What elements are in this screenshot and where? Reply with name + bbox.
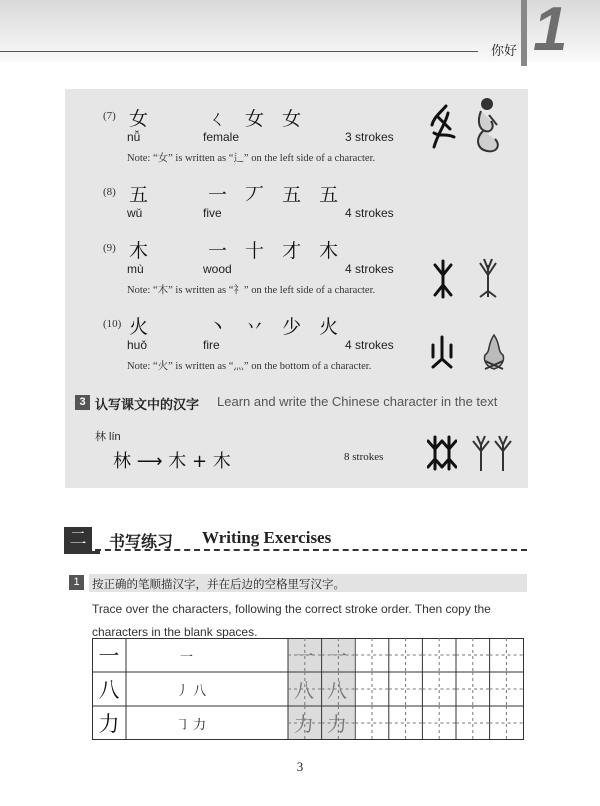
table-strokes: 丿 八 — [176, 684, 207, 699]
writing-cell[interactable] — [490, 706, 524, 740]
exercise-instruction-en: Trace over the characters, following the correct stroke order. Then copy the characters in the blank spaces. — [92, 602, 491, 639]
entry-mu — [65, 242, 528, 312]
table-character: 力 — [98, 712, 120, 736]
section-title-zh: 认写课文中的汉字 — [95, 398, 200, 413]
writing-cell[interactable] — [422, 706, 456, 740]
oracle-huo-icon — [429, 333, 455, 371]
entry-meaning: five — [203, 206, 222, 220]
entry-character: 火 — [129, 316, 149, 338]
section-2-underline — [64, 551, 100, 554]
writing-cell[interactable] — [422, 672, 456, 706]
writing-cell[interactable] — [389, 672, 423, 706]
writing-cell[interactable] — [456, 706, 490, 740]
forest-icon — [469, 433, 515, 473]
table-character: 八 — [98, 678, 120, 702]
lin-pinyin: 林 lín — [95, 431, 121, 443]
kneeling-woman-icon — [467, 95, 505, 155]
entry-pinyin: nǚ — [127, 130, 141, 144]
fire-icon — [479, 331, 509, 371]
entry-note: Note: “木” is written as “礻” on the left side of a character. — [127, 285, 376, 296]
section-3-heading — [75, 393, 525, 413]
entry-stroke-count: 4 strokes — [345, 262, 394, 276]
writing-cell[interactable] — [389, 706, 423, 740]
entry-number: (9) — [103, 242, 116, 254]
exercise-number: 1 — [69, 575, 84, 590]
table-strokes: ㇆ 力 — [176, 718, 207, 733]
entry-number: (8) — [103, 186, 116, 198]
writing-cell[interactable] — [422, 638, 456, 672]
section-2-divider — [95, 549, 527, 551]
oracle-nv-icon — [428, 103, 458, 151]
section-2-title-zh: 书写练习 — [109, 532, 174, 551]
header-bar — [521, 0, 527, 66]
trace-character[interactable]: 力 — [327, 712, 347, 736]
section-2-number: 二 — [64, 527, 92, 551]
entry-meaning: wood — [203, 262, 232, 276]
writing-cell[interactable] — [389, 638, 423, 672]
entry-meaning: female — [203, 130, 240, 144]
stroke-order: 丶 丷 少 火 — [208, 316, 345, 338]
entry-character: 五 — [129, 184, 149, 206]
stroke-order: 一 十 才 木 — [208, 240, 345, 262]
character-box — [65, 89, 528, 488]
trace-character[interactable]: 一 — [327, 644, 347, 668]
page-number: 3 — [296, 759, 304, 774]
entry-character: 女 — [129, 108, 149, 130]
entry-huo — [65, 318, 528, 388]
chapter-number: 1 — [533, 0, 568, 64]
lin-stroke-count: 8 strokes — [344, 451, 384, 463]
tree-icon — [475, 255, 501, 299]
entry-note: Note: “火” is written as “灬” on the bottom of a character. — [127, 361, 372, 372]
writing-cell[interactable] — [355, 638, 389, 672]
entry-character: 木 — [129, 240, 149, 262]
entry-meaning: fire — [203, 338, 220, 352]
table-strokes: 一 — [180, 650, 194, 665]
entry-nv — [65, 110, 528, 180]
entry-stroke-count: 4 strokes — [345, 206, 394, 220]
stroke-order: ㄑ 女 女 — [208, 108, 308, 130]
trace-character[interactable]: 一 — [294, 644, 314, 668]
lin-decomposition: 林 ⟶ 木 + 木 — [113, 451, 231, 472]
oracle-mu-icon — [433, 259, 453, 299]
section-number: 3 — [75, 395, 90, 410]
table-character: 一 — [98, 644, 120, 668]
trace-character[interactable]: 八 — [327, 678, 347, 702]
header-title: 你好 — [491, 44, 518, 59]
header-rule — [0, 51, 478, 52]
entry-pinyin: wǔ — [127, 206, 143, 220]
entry-note: Note: “女” is written as “⻍” on the left side of a character. — [127, 153, 376, 164]
entry-number: (7) — [103, 110, 116, 122]
writing-cell[interactable] — [456, 638, 490, 672]
writing-cell[interactable] — [490, 672, 524, 706]
writing-practice-table — [92, 638, 524, 740]
section-2-title-en: Writing Exercises — [202, 528, 332, 547]
section-title-en: Learn and write the Chinese character in the text — [217, 394, 498, 409]
exercise-instruction-zh: 按正确的笔顺描汉字，并在后边的空格里写汉字。 — [92, 577, 345, 591]
writing-cell[interactable] — [456, 672, 490, 706]
oracle-lin-icon — [427, 435, 457, 471]
entry-pinyin: huǒ — [127, 338, 148, 352]
entry-number: (10) — [103, 318, 122, 330]
writing-cell[interactable] — [490, 638, 524, 672]
entry-stroke-count: 3 strokes — [345, 130, 394, 144]
trace-character[interactable]: 力 — [294, 712, 314, 736]
entry-stroke-count: 4 strokes — [345, 338, 394, 352]
writing-cell[interactable] — [355, 672, 389, 706]
trace-character[interactable]: 八 — [294, 678, 314, 702]
writing-cell[interactable] — [355, 706, 389, 740]
entry-pinyin: mù — [127, 262, 144, 276]
stroke-order: 一 丆 五 五 — [208, 184, 345, 206]
